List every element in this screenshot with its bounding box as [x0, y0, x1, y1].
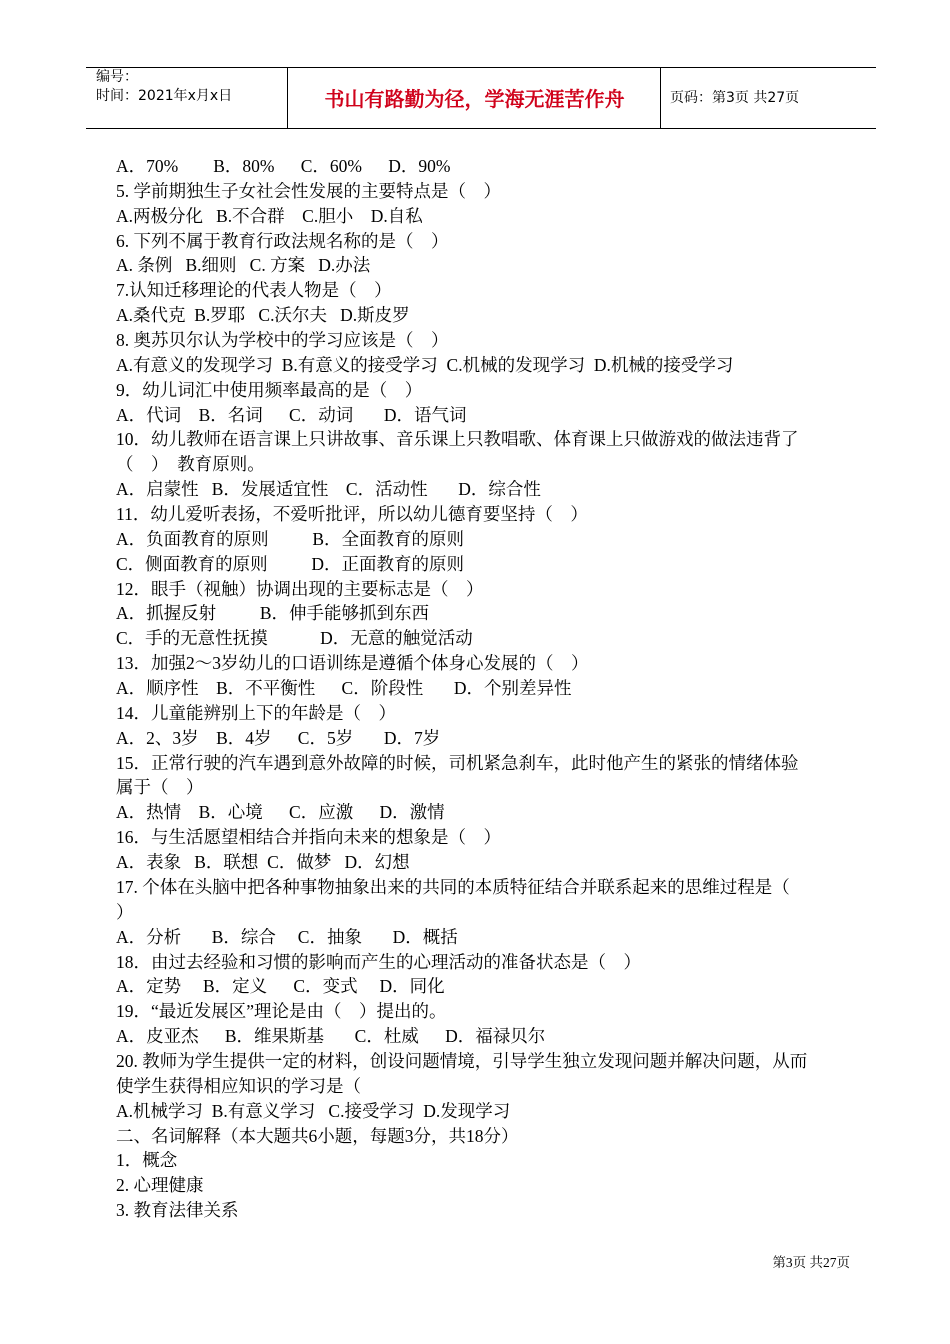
text-line: A．代词 B．名词 C．动词 D．语气词	[116, 404, 467, 425]
header-time-label: 时间：2021年x月x日	[96, 88, 233, 104]
header-bottom-rule	[86, 128, 876, 129]
header-page-label: 页码：第3页 共27页	[670, 90, 800, 106]
text-line: A．分析 B．综合 C．抽象 D．概括	[116, 926, 458, 947]
text-line: （ ） 教育原则。	[116, 454, 265, 475]
footer-page-number: 第3页 共27页	[772, 1255, 850, 1270]
text-line: A．热情 B．心境 C．应激 D．激情	[116, 802, 445, 823]
text-line: A. 条例 B.细则 C. 方案 D.办法	[116, 255, 371, 276]
text-line: 10．幼儿教师在语言课上只讲故事、音乐课上只教唱歌、体育课上只做游戏的做法违背了	[116, 429, 799, 450]
text-line: 9．幼儿词汇中使用频率最高的是（ ）	[116, 379, 423, 400]
text-line: A.有意义的发现学习 B.有意义的接受学习 C.机械的发现学习 D.机械的接受学习	[116, 354, 734, 375]
text-line: 7.认知迁移理论的代表人物是（ ）	[116, 280, 392, 301]
text-line: A．表象 B．联想 C．做梦 D．幻想	[116, 852, 410, 873]
text-line: 6. 下列不属于教育行政法规名称的是（ ）	[116, 230, 449, 251]
text-line: 3. 教育法律关系	[116, 1200, 239, 1221]
text-line: A．70% B．80% C．60% D．90%	[116, 156, 451, 176]
text-line: A．皮亚杰 B．维果斯基 C．杜威 D．福禄贝尔	[116, 1026, 546, 1047]
header-motto: 书山有路勤为径，学海无涯苦作舟	[324, 87, 625, 111]
text-line: A.两极分化 B.不合群 C.胆小 D.自私	[116, 205, 423, 226]
header-meta	[96, 68, 232, 106]
text-line: A.机械学习 B.有意义学习 C.接受学习 D.发现学习	[116, 1100, 511, 1121]
text-line: 8. 奥苏贝尔认为学校中的学习应该是（ ）	[116, 330, 449, 351]
text-line: A．顺序性 B．不平衡性 C．阶段性 D．个别差异性	[116, 678, 572, 699]
text-line: C．侧面教育的原则 D．正面教育的原则	[116, 553, 465, 574]
text-line: 18．由过去经验和习惯的影响而产生的心理活动的准备状态是（ ）	[116, 951, 641, 972]
text-line: A．抓握反射 B．伸手能够抓到东西	[116, 603, 430, 624]
text-line: A．定势 B．定义 C．变式 D．同化	[116, 976, 445, 997]
text-line: 12．眼手（视触）协调出现的主要标志是（ ）	[116, 578, 484, 599]
text-line: A．2、3岁 B．4岁 C．5岁 D．7岁	[116, 727, 441, 748]
text-line: 17. 个体在头脑中把各种事物抽象出来的共同的本质特征结合并联系起来的思维过程是（	[116, 876, 790, 897]
text-line: 11．幼儿爱听表扬，不爱听批评，所以幼儿德育要坚持（ ）	[116, 504, 588, 525]
text-line: A．启蒙性 B．发展适宜性 C．活动性 D．综合性	[116, 479, 541, 500]
text-line: A．负面教育的原则 B．全面教育的原则	[116, 528, 465, 549]
header-divider-left	[287, 67, 288, 129]
text-line: 属于（ ）	[116, 777, 204, 798]
text-line: 2. 心理健康	[116, 1175, 204, 1196]
text-line: A.桑代克 B.罗耶 C.沃尔夫 D.斯皮罗	[116, 305, 410, 326]
text-line: 二、名词解释（本大题共6小题，每题3分，共18分）	[116, 1125, 519, 1146]
header-number-label: 编号：	[96, 69, 138, 85]
text-line: 20. 教师为学生提供一定的材料，创设问题情境，引导学生独立发现问题并解决问题，从而	[116, 1050, 808, 1071]
text-line: 16．与生活愿望相结合并指向未来的想象是（ ）	[116, 827, 501, 848]
text-line: C．手的无意性抚摸 D．无意的触觉活动	[116, 628, 473, 649]
text-line: 使学生获得相应知识的学习是（	[116, 1075, 361, 1096]
text-line: 19．“最近发展区”理论是由（ ）提出的。	[116, 1001, 447, 1022]
text-line: ）	[116, 901, 134, 922]
text-line: 14．儿童能辨别上下的年龄是（ ）	[116, 702, 396, 723]
header-divider-right	[660, 67, 661, 129]
exam-content	[116, 154, 856, 1223]
text-line: 1．概念	[116, 1150, 178, 1171]
text-line: 13．加强2～3岁幼儿的口语训练是遵循个体身心发展的（ ）	[116, 653, 589, 674]
text-line: 15．正常行驶的汽车遇到意外故障的时候，司机紧急刹车，此时他产生的紧张的情绪体验	[116, 752, 799, 773]
text-line: 5. 学前期独生子女社会性发展的主要特点是（ ）	[116, 180, 501, 201]
